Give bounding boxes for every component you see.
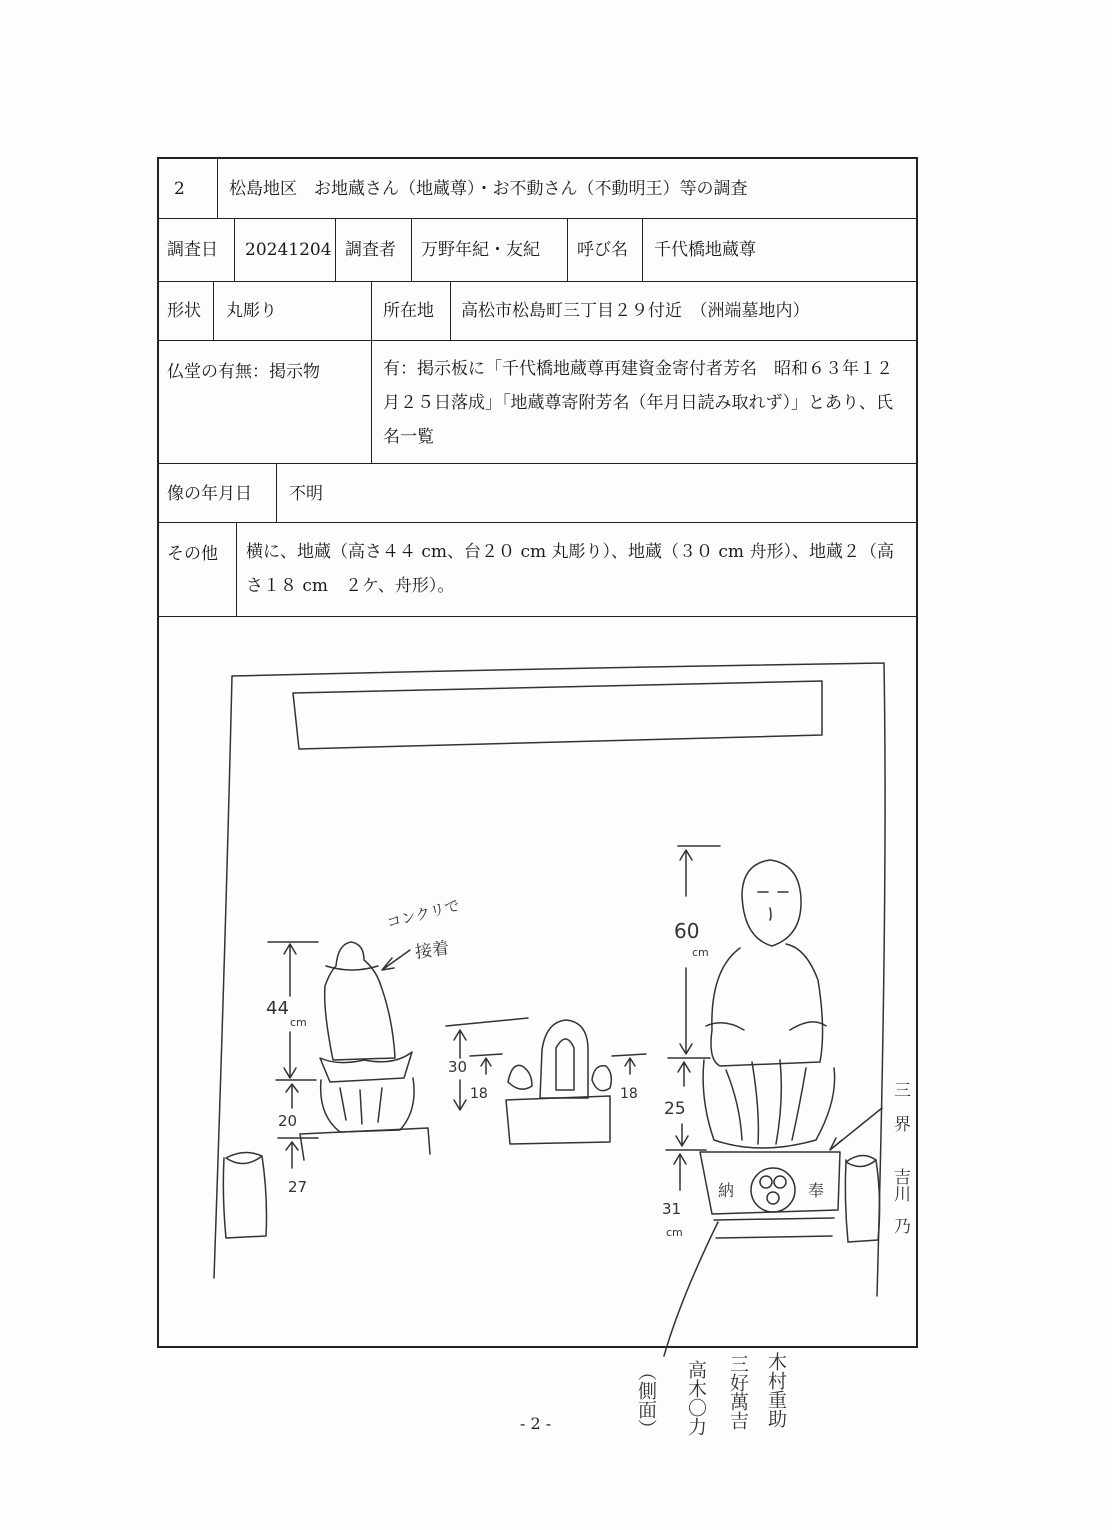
survey-date-value: 20241204 xyxy=(245,240,332,260)
dim-60-unit: cm xyxy=(692,946,709,959)
side-view-note: （側面） xyxy=(635,1362,657,1438)
location-value: 高松市松島町三丁目２９付近 （洲端墓地内） xyxy=(461,301,810,321)
hall-label: 仏堂の有無：掲示物 xyxy=(167,362,320,382)
donor-char-1: 三 xyxy=(894,1081,911,1101)
common-name-value: 千代橋地蔵尊 xyxy=(654,240,756,260)
base-char-right: 奉 xyxy=(808,1181,825,1200)
donor-char-4: 乃 xyxy=(894,1217,911,1237)
other-label: その他 xyxy=(167,544,218,564)
common-name-label: 呼び名 xyxy=(577,240,628,260)
dim-18-right: 18 xyxy=(620,1086,638,1102)
dim-30: 30 xyxy=(448,1058,468,1076)
dim-18-left: 18 xyxy=(470,1086,488,1102)
hall-value: 有：掲示板に「千代橋地蔵尊再建資金寄付者芳名 昭和６３年１２月２５日落成」「地蔵尊寄附芳名（年月日読み取れず）」とあり、氏名一覧 xyxy=(383,359,893,447)
dim-31: 31 xyxy=(662,1200,682,1218)
statue-date-value: 不明 xyxy=(289,484,323,504)
donor-name-kimura: 木村重助 xyxy=(765,1352,787,1428)
page-number: - 2 - xyxy=(520,1414,552,1433)
other-value: 横に、地蔵（高さ４４ cm、台２０ cm 丸彫り）、地蔵（３０ cm 舟形）、地蔵２（高さ１８ cm ２ケ、舟形）。 xyxy=(246,542,894,596)
dim-44: 44 xyxy=(266,998,289,1019)
survey-title: 松島地区 お地蔵さん（地蔵尊）・お不動さん（不動明王）等の調査 xyxy=(229,179,748,199)
donor-char-2: 界 xyxy=(894,1115,911,1135)
note-concrete-1: コンクリで xyxy=(384,896,462,932)
donor-name-miyoshi: 三好萬吉 xyxy=(727,1354,749,1430)
shape-label: 形状 xyxy=(167,301,201,321)
dim-27: 27 xyxy=(288,1178,308,1196)
base-char-left: 納 xyxy=(718,1181,735,1200)
donor-char-3: 吉川 xyxy=(890,1168,910,1202)
survey-date-label: 調査日 xyxy=(167,240,218,260)
statue-date-label: 像の年月日 xyxy=(167,484,252,504)
donor-name-takagi: 高木〇力 xyxy=(685,1360,707,1436)
surveyor-label: 調査者 xyxy=(345,240,396,260)
note-concrete-2: 接着 xyxy=(413,938,451,963)
dim-60: 60 xyxy=(674,919,700,943)
dim-25: 25 xyxy=(664,1099,686,1119)
item-number: 2 xyxy=(174,179,185,199)
shape-value: 丸彫り xyxy=(226,301,277,321)
dim-44-unit: cm xyxy=(290,1016,307,1029)
location-label: 所在地 xyxy=(383,301,434,321)
surveyor-value: 万野年紀・友紀 xyxy=(421,240,540,260)
dim-31-unit: cm xyxy=(666,1226,683,1239)
dim-20: 20 xyxy=(278,1112,298,1130)
